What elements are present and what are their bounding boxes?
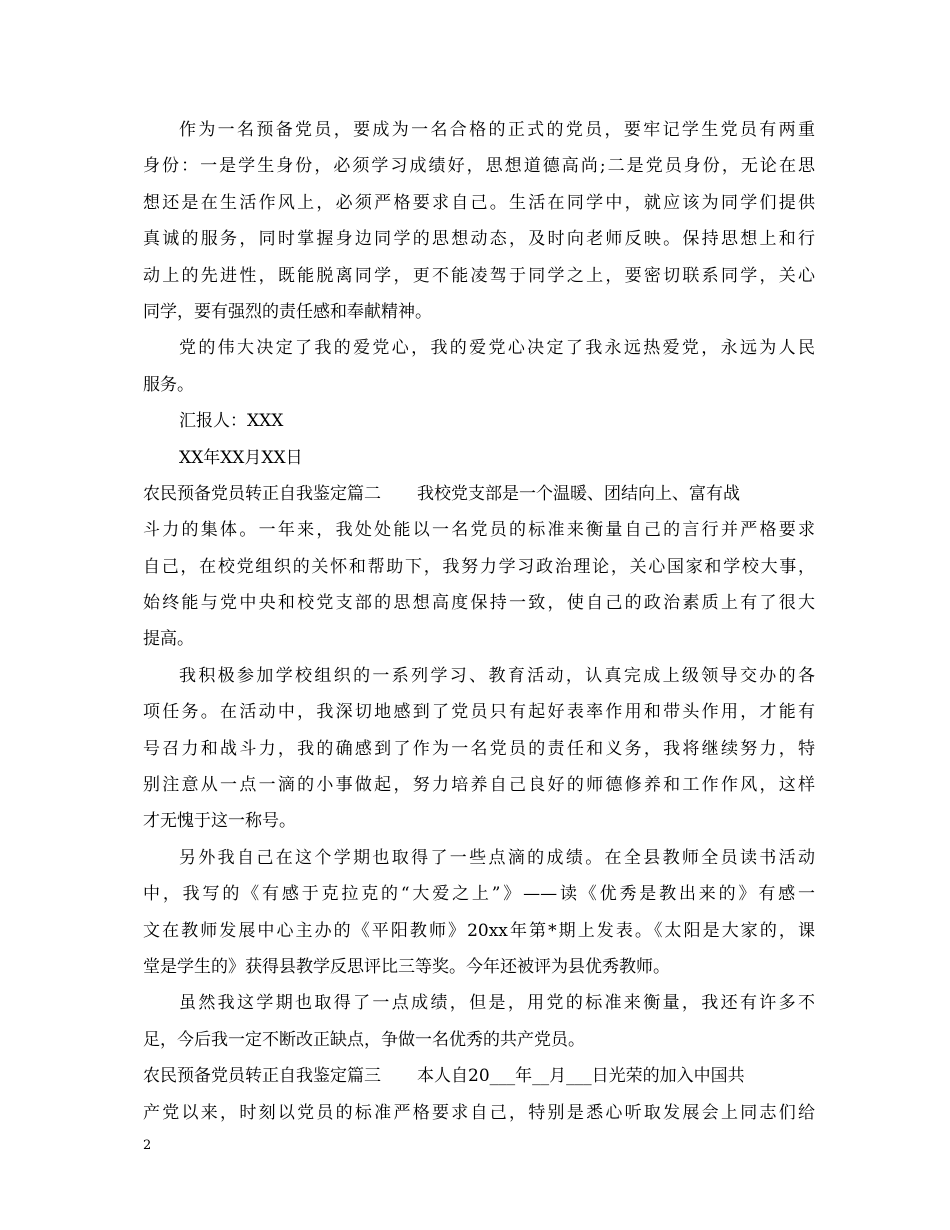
text-line: 中，我写的《有感于克拉克的“大爱之上”》——读《优秀是教出来的》有感一 (143, 884, 815, 905)
text-line: 真诚的服务，同时掌握身边同学的思想动态，及时向老师反映。保持思想上和行 (143, 229, 815, 250)
text-line: 才无愧于这一称号。 (143, 811, 296, 832)
text-line: 我积极参加学校组织的一系列学习、教育活动，认真完成上级领导交办的各 (179, 665, 815, 686)
text-line: 足，今后我一定不断改正缺点，争做一名优秀的共产党员。 (143, 1029, 585, 1050)
text-line: 堂是学生的》获得县教学反思评比三等奖。今年还被评为县优秀教师。 (143, 956, 670, 977)
text-line: 想还是在生活作风上，必须严格要求自己。生活在同学中，就应该为同学们提供 (143, 192, 815, 213)
text-line: 斗力的集体。一年来，我处处能以一名党员的标准来衡量自己的言行并严格要求 (143, 520, 815, 541)
date-line: XX年XX月XX日 (179, 447, 303, 468)
text-line: 另外我自己在这个学期也取得了一些点滴的成绩。在全县教师全员读书活动 (179, 847, 815, 868)
section-title: 农民预备党员转正自我鉴定篇二 (143, 483, 381, 504)
text-line: 别注意从一点一滴的小事做起，努力培养自己良好的师德修养和工作作风，这样 (143, 775, 815, 796)
text-line: 提高。 (143, 629, 194, 650)
text-line: 服务。 (143, 374, 194, 395)
text-line: 自己，在校党组织的关怀和帮助下，我努力学习政治理论，关心国家和学校大事， (143, 556, 815, 577)
section-text: 我校党支部是一个温暖、团结向上、富有战 (417, 483, 740, 504)
reporter-line: 汇报人：XXX (179, 411, 284, 432)
text-line: 文在教师发展中心主办的《平阳教师》20xx年第*期上发表。《太阳是大家的，课 (143, 920, 815, 941)
text-line: 号召力和战斗力，我的确感到了作为一名党员的责任和义务，我将继续努力，特 (143, 738, 815, 759)
text-line: 党的伟大决定了我的爱党心，我的爱党心决定了我永远热爱党，永远为人民 (179, 338, 815, 359)
document-body (143, 112, 815, 1131)
text-line: 同学，要有强烈的责任感和奉献精神。 (143, 301, 432, 322)
text-line: 产党以来，时刻以党员的标准严格要求自己，特别是悉心听取发展会上同志们给 (143, 1102, 815, 1123)
text-line: 项任务。在活动中，我深切地感到了党员只有起好表率作用和带头作用，才能有 (143, 702, 815, 723)
page-number: 2 (143, 1138, 152, 1153)
section-text: 本人自20___年__月___日光荣的加入中国共 (417, 1066, 745, 1087)
text-line: 动上的先进性，既能脱离同学，更不能凌驾于同学之上，要密切联系同学，关心 (143, 265, 815, 286)
text-line: 身份：一是学生身份，必须学习成绩好，思想道德高尚;二是党员身份，无论在思 (143, 156, 815, 177)
text-line: 虽然我这学期也取得了一点成绩，但是，用党的标准来衡量，我还有许多不 (179, 993, 815, 1014)
section-title: 农民预备党员转正自我鉴定篇三 (143, 1066, 381, 1087)
section-heading-line (143, 476, 815, 512)
section-heading-line (143, 1058, 815, 1094)
text-line: 始终能与党中央和校党支部的思想高度保持一致，使自己的政治素质上有了很大 (143, 593, 815, 614)
text-line: 作为一名预备党员，要成为一名合格的正式的党员，要牢记学生党员有两重 (179, 120, 815, 140)
